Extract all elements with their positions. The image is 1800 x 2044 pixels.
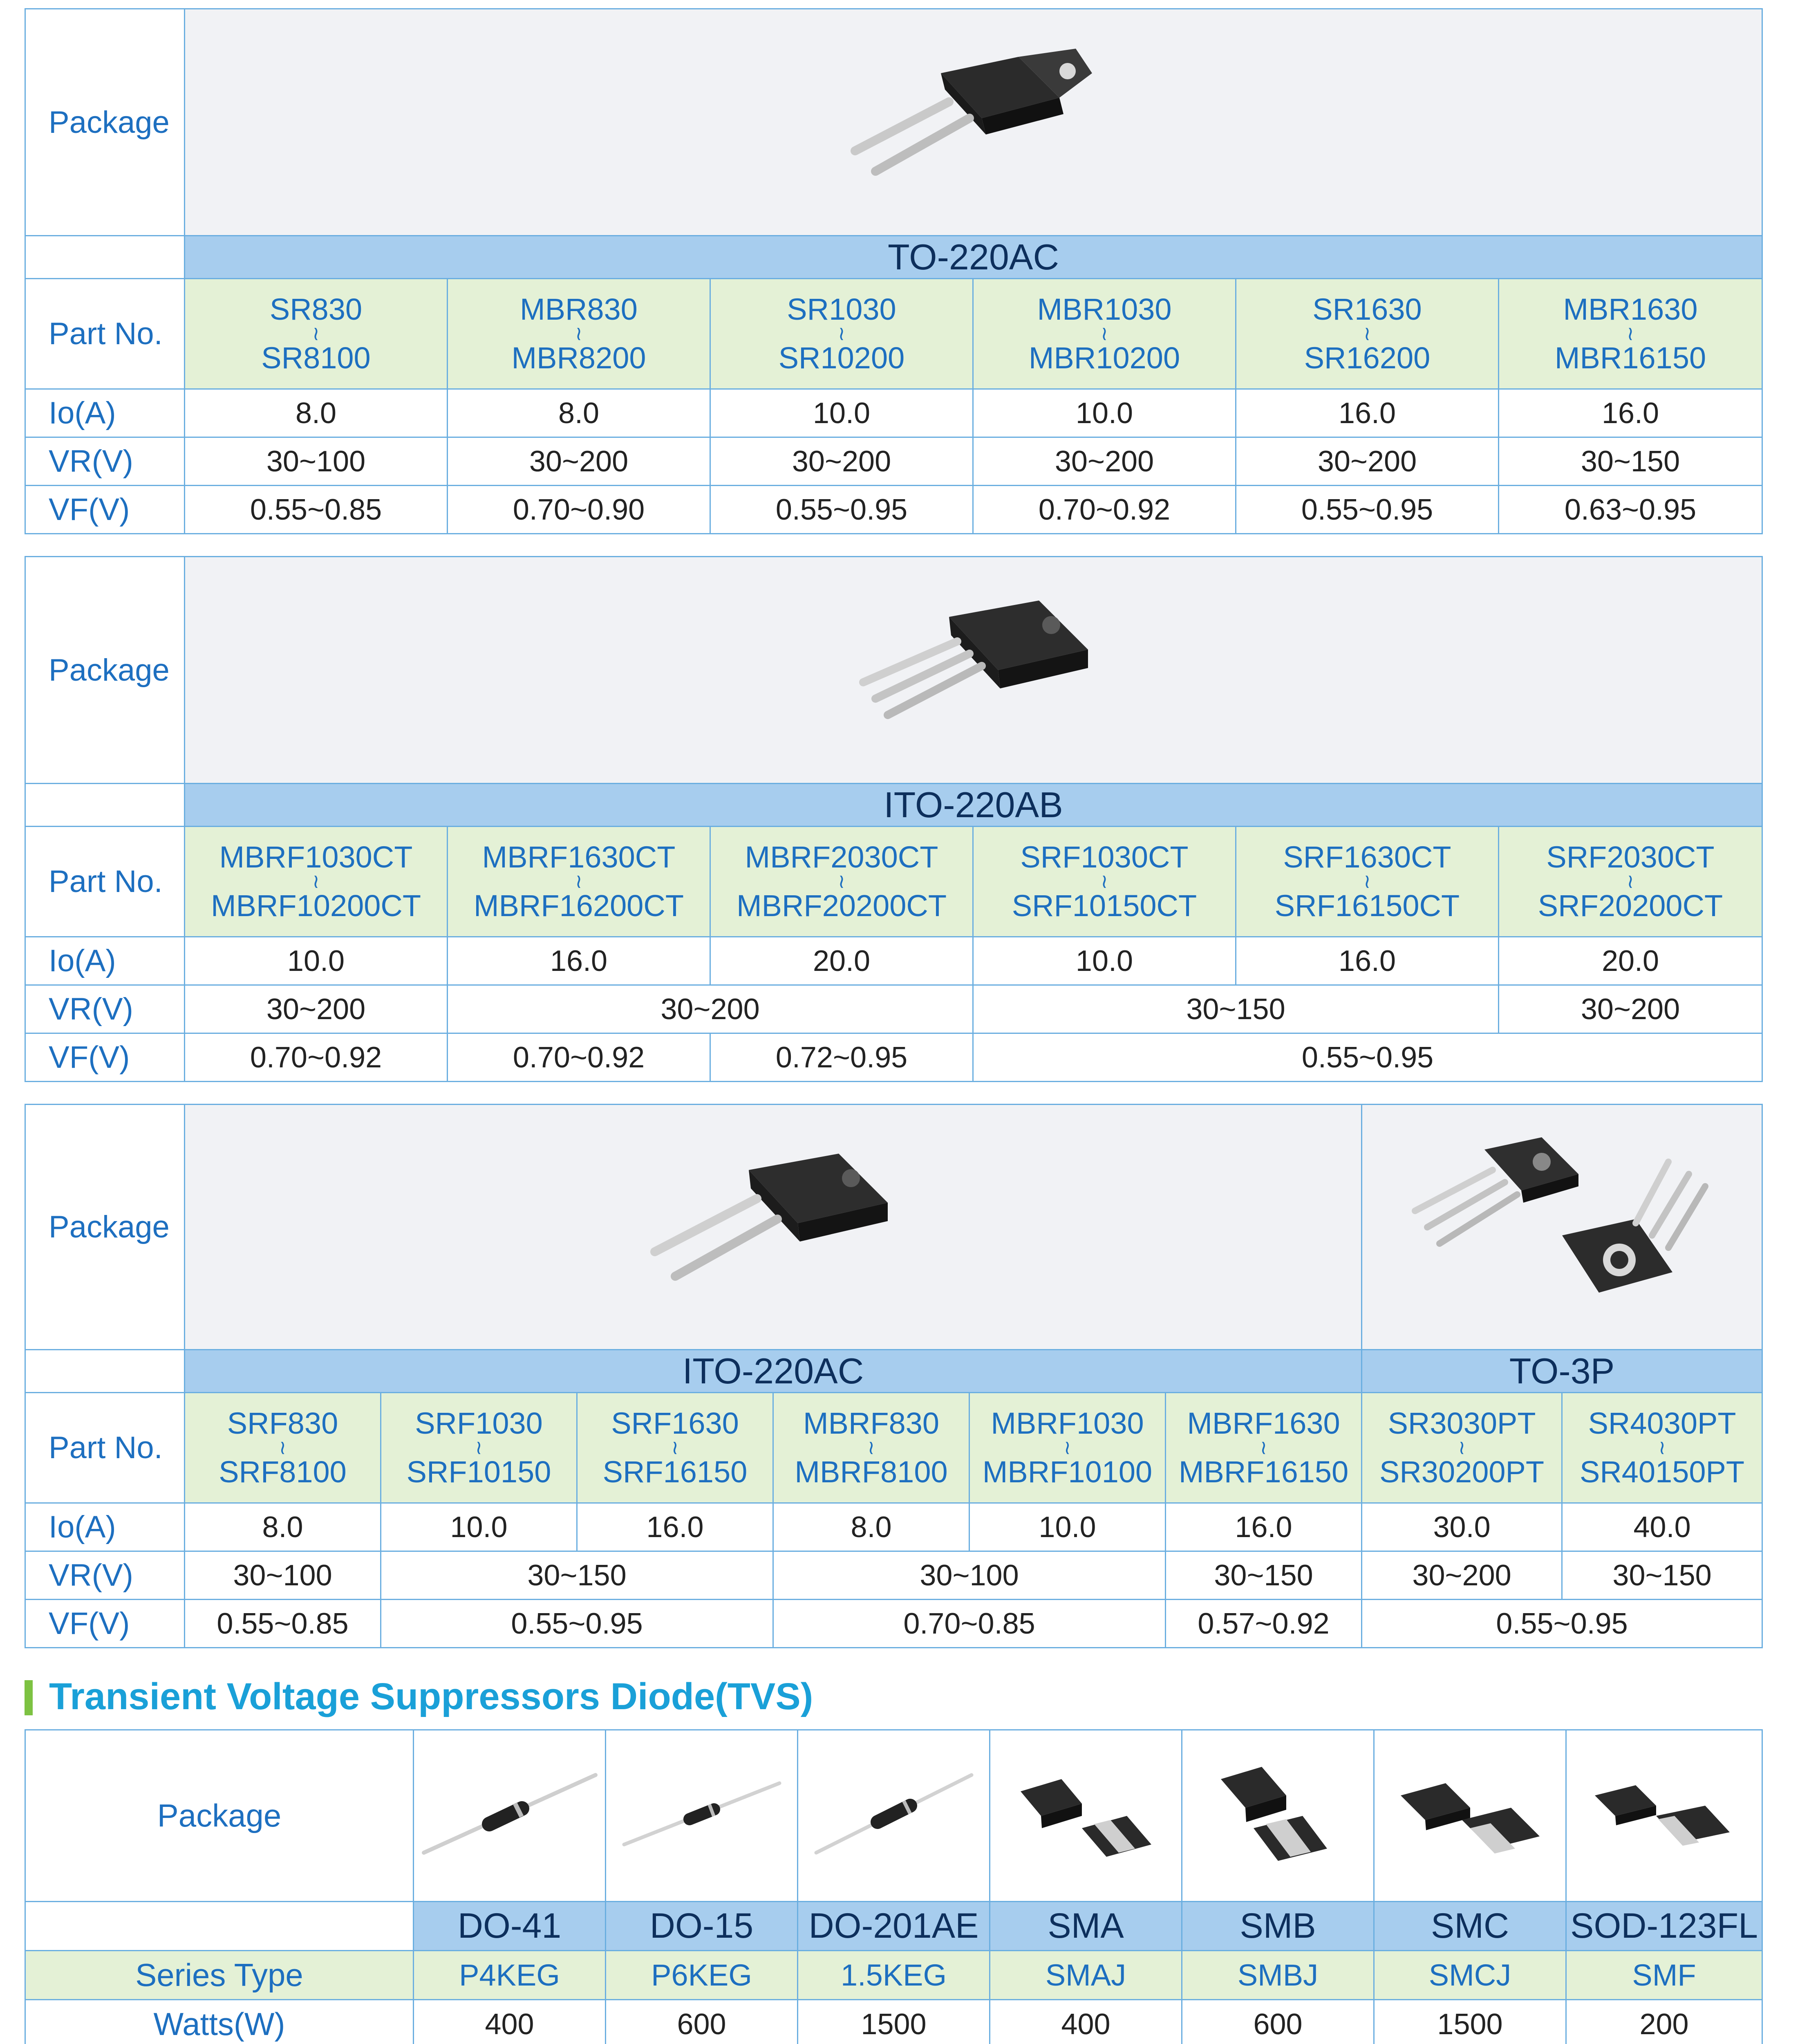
io-value: 10.0 <box>969 1503 1166 1551</box>
range-symbol: ≀ <box>1458 1437 1466 1459</box>
vr-label: VR(V) <box>25 985 185 1033</box>
vf-value: 0.57~0.92 <box>1166 1600 1362 1648</box>
io-value: 10.0 <box>185 937 448 985</box>
io-value: 16.0 <box>1236 937 1499 985</box>
text-line: MBR8200 <box>511 341 646 375</box>
part-cell <box>1499 279 1762 389</box>
vf-value: 0.70~0.92 <box>448 1033 710 1082</box>
io-value: 20.0 <box>1499 937 1762 985</box>
text-line: MBRF16200CT <box>473 889 684 923</box>
smd-diode-image <box>1012 1767 1160 1865</box>
tvs-package-name: SOD-123FL <box>1566 1902 1762 1951</box>
watts-value: 1500 <box>798 2000 990 2044</box>
ito220ab-package-name: ITO-220AB <box>185 784 1762 827</box>
io-value: 40.0 <box>1562 1503 1762 1551</box>
text-line: SRF10150CT <box>1012 889 1197 923</box>
io-value: 10.0 <box>710 389 973 437</box>
table-cell <box>25 784 185 827</box>
part-cell <box>381 1393 577 1503</box>
text-line: SRF8100 <box>219 1455 347 1489</box>
io-value: 20.0 <box>710 937 973 985</box>
series-value: SMAJ <box>990 1951 1182 2000</box>
package-image-cell <box>185 557 1762 784</box>
text-line: SR830 <box>269 292 363 327</box>
vr-value: 30~150 <box>973 985 1499 1033</box>
tvs-image-cell <box>1182 1730 1374 1902</box>
text-line: SR8100 <box>261 341 371 375</box>
ito220ac-to3p-table <box>25 1104 1763 1648</box>
range-symbol: ≀ <box>1627 870 1634 892</box>
vf-value: 0.70~0.92 <box>973 486 1236 534</box>
to3p-package-name: TO-3P <box>1362 1350 1762 1393</box>
ito220ab-section <box>25 556 1763 1082</box>
range-symbol: ≀ <box>1363 870 1371 892</box>
package-image-cell <box>1362 1105 1762 1350</box>
range-symbol: ≀ <box>1101 323 1108 345</box>
tvs-package-name: DO-201AE <box>798 1902 990 1951</box>
tvs-section <box>25 1729 1763 2044</box>
part-cell <box>185 279 448 389</box>
table-cell <box>25 236 185 279</box>
ito220ac-to3p-section <box>25 1104 1763 1648</box>
vr-value: 30~200 <box>185 985 448 1033</box>
text-line: SR40150PT <box>1579 1455 1745 1489</box>
part-cell <box>710 827 973 937</box>
tvs-image-cell <box>990 1730 1182 1902</box>
text-line: MBRF1630CT <box>482 840 676 874</box>
range-symbol: ≀ <box>867 1437 875 1459</box>
part-cell <box>448 279 710 389</box>
vr-value: 30~200 <box>448 437 710 486</box>
watts-value: 1500 <box>1374 2000 1566 2044</box>
vf-value: 0.55~0.85 <box>185 1600 381 1648</box>
io-value: 8.0 <box>773 1503 969 1551</box>
watts-value: 400 <box>414 2000 606 2044</box>
axial-diode-image <box>804 1763 984 1869</box>
part-no-label: Part No. <box>25 1393 185 1503</box>
vr-label: VR(V) <box>25 1551 185 1600</box>
part-cell <box>773 1393 969 1503</box>
tvs-table <box>25 1729 1763 2044</box>
io-value: 8.0 <box>185 1503 381 1551</box>
section-accent-bar <box>25 1680 33 1715</box>
watts-value: 200 <box>1566 2000 1762 2044</box>
text-line: MBRF2030CT <box>745 840 938 874</box>
vf-value: 0.72~0.95 <box>710 1033 973 1082</box>
vr-value: 30~200 <box>1362 1551 1562 1600</box>
tvs-package-name: SMB <box>1182 1902 1374 1951</box>
table-cell <box>25 1350 185 1393</box>
range-symbol: ≀ <box>1101 870 1108 892</box>
io-value: 8.0 <box>448 389 710 437</box>
vf-value: 0.55~0.95 <box>381 1600 773 1648</box>
io-label: Io(A) <box>25 937 185 985</box>
tvs-image-cell <box>1566 1730 1762 1902</box>
text-line: SR3030PT <box>1388 1406 1536 1441</box>
tvs-image-cell <box>414 1730 606 1902</box>
tvs-image-cell <box>1374 1730 1566 1902</box>
tvs-package-name: SMA <box>990 1902 1182 1951</box>
io-value: 10.0 <box>973 389 1236 437</box>
part-cell <box>1166 1393 1362 1503</box>
vf-value: 0.63~0.95 <box>1499 486 1762 534</box>
range-symbol: ≀ <box>475 1437 483 1459</box>
range-symbol: ≀ <box>1063 1437 1071 1459</box>
ito220ab-table <box>25 556 1763 1082</box>
part-cell <box>973 279 1236 389</box>
part-cell <box>448 827 710 937</box>
text-line: SR1630 <box>1312 292 1422 327</box>
text-line: SR16200 <box>1304 341 1431 375</box>
text-line: MBRF20200CT <box>736 889 947 923</box>
range-symbol: ≀ <box>1658 1437 1666 1459</box>
vr-value: 30~100 <box>185 1551 381 1600</box>
smd-diode-image <box>1204 1763 1352 1869</box>
series-value: 1.5KEG <box>798 1951 990 2000</box>
io-value: 16.0 <box>577 1503 773 1551</box>
part-cell <box>577 1393 773 1503</box>
part-no-label: Part No. <box>25 827 185 937</box>
part-cell <box>185 827 448 937</box>
text-line: SR4030PT <box>1588 1406 1736 1441</box>
vr-value: 30~150 <box>1166 1551 1362 1600</box>
tvs-image-cell <box>798 1730 990 1902</box>
text-line: MBRF16150 <box>1178 1455 1349 1489</box>
vf-value: 0.70~0.85 <box>773 1600 1166 1648</box>
ito220ac-package-name: ITO-220AC <box>185 1350 1362 1393</box>
part-cell <box>710 279 973 389</box>
package-label: Package <box>25 1105 185 1350</box>
text-line: SRF830 <box>227 1406 338 1441</box>
part-no-label: Part No. <box>25 279 185 389</box>
watts-value: 600 <box>606 2000 798 2044</box>
text-line: MBRF8100 <box>795 1455 948 1489</box>
text-line: MBR1630 <box>1563 292 1698 327</box>
text-line: SRF1030 <box>415 1406 543 1441</box>
text-line: SR30200PT <box>1379 1455 1545 1489</box>
tvs-package-name: DO-41 <box>414 1902 606 1951</box>
part-cell <box>1362 1393 1562 1503</box>
io-label: Io(A) <box>25 1503 185 1551</box>
tvs-package-name: SMC <box>1374 1902 1566 1951</box>
range-symbol: ≀ <box>1627 323 1634 345</box>
vf-value: 0.70~0.92 <box>185 1033 448 1082</box>
range-symbol: ≀ <box>575 870 582 892</box>
series-type-label: Series Type <box>25 1951 414 2000</box>
axial-diode-image <box>612 1763 792 1869</box>
vr-value: 30~200 <box>448 985 973 1033</box>
vr-value: 30~150 <box>1499 437 1762 486</box>
text-line: MBRF1030CT <box>219 840 413 874</box>
text-line: MBR16150 <box>1554 341 1706 375</box>
text-line: SRF16150CT <box>1274 889 1460 923</box>
text-line: MBRF1030 <box>991 1406 1144 1441</box>
smd-diode-image <box>1393 1767 1548 1865</box>
text-line: MBRF10200CT <box>210 889 421 923</box>
package-label: Package <box>25 557 185 784</box>
vr-value: 30~200 <box>973 437 1236 486</box>
vf-value: 0.55~0.95 <box>1236 486 1499 534</box>
text-line: MBRF830 <box>803 1406 940 1441</box>
series-value: SMCJ <box>1374 1951 1566 2000</box>
ito220ab-package-image <box>847 596 1100 744</box>
vf-label: VF(V) <box>25 1033 185 1082</box>
io-value: 10.0 <box>381 1503 577 1551</box>
vf-label: VF(V) <box>25 486 185 534</box>
io-value: 30.0 <box>1362 1503 1562 1551</box>
vr-value: 30~100 <box>773 1551 1166 1600</box>
text-line: MBR1030 <box>1037 292 1172 327</box>
text-line: MBRF1630 <box>1187 1406 1340 1441</box>
text-line: SR10200 <box>778 341 905 375</box>
vf-value: 0.55~0.85 <box>185 486 448 534</box>
io-value: 16.0 <box>448 937 710 985</box>
vr-value: 30~200 <box>1499 985 1762 1033</box>
vr-value: 30~100 <box>185 437 448 486</box>
package-image-cell <box>185 9 1762 236</box>
range-symbol: ≀ <box>279 1437 287 1459</box>
tvs-package-name: DO-15 <box>606 1902 798 1951</box>
to220ac-section <box>25 8 1763 534</box>
series-value: SMBJ <box>1182 1951 1374 2000</box>
series-value: P4KEG <box>414 1951 606 2000</box>
part-cell <box>969 1393 1166 1503</box>
vf-value: 0.55~0.95 <box>710 486 973 534</box>
text-line: SRF1030CT <box>1020 840 1189 874</box>
text-line: SRF1630 <box>611 1406 739 1441</box>
text-line: SR1030 <box>787 292 896 327</box>
range-symbol: ≀ <box>312 870 320 892</box>
text-line: SRF20200CT <box>1538 889 1723 923</box>
watts-value: 400 <box>990 2000 1182 2044</box>
io-label: Io(A) <box>25 389 185 437</box>
text-line: SRF1630CT <box>1283 840 1451 874</box>
to220ac-package-image <box>847 49 1100 196</box>
range-symbol: ≀ <box>1363 323 1371 345</box>
package-label: Package <box>25 9 185 236</box>
to3p-package-image <box>1407 1137 1717 1317</box>
io-value: 16.0 <box>1166 1503 1362 1551</box>
vf-label: VF(V) <box>25 1600 185 1648</box>
range-symbol: ≀ <box>575 323 582 345</box>
io-value: 16.0 <box>1499 389 1762 437</box>
text-line: SRF2030CT <box>1546 840 1715 874</box>
text-line: MBR10200 <box>1028 341 1180 375</box>
smd-diode-image <box>1587 1767 1742 1865</box>
tvs-package-label: Package <box>25 1730 414 1902</box>
part-cell <box>1562 1393 1762 1503</box>
part-cell <box>185 1393 381 1503</box>
watts-value: 600 <box>1182 2000 1374 2044</box>
axial-diode-image <box>420 1763 600 1869</box>
to220ac-package-name: TO-220AC <box>185 236 1762 279</box>
part-cell <box>1236 279 1499 389</box>
table-cell <box>25 1902 414 1951</box>
part-cell <box>1236 827 1499 937</box>
range-symbol: ≀ <box>671 1437 679 1459</box>
text-line: MBR830 <box>520 292 638 327</box>
range-symbol: ≀ <box>838 870 845 892</box>
to220ac-table <box>25 8 1763 534</box>
part-cell <box>973 827 1236 937</box>
vr-value: 30~150 <box>381 1551 773 1600</box>
ito220ac-package-image <box>643 1154 904 1301</box>
vf-value: 0.55~0.95 <box>973 1033 1762 1082</box>
vr-value: 30~200 <box>1236 437 1499 486</box>
vr-label: VR(V) <box>25 437 185 486</box>
text-line: MBRF10100 <box>982 1455 1153 1489</box>
io-value: 8.0 <box>185 389 448 437</box>
vf-value: 0.55~0.95 <box>1362 1600 1762 1648</box>
range-symbol: ≀ <box>1260 1437 1267 1459</box>
watts-label: Watts(W) <box>25 2000 414 2044</box>
io-value: 16.0 <box>1236 389 1499 437</box>
tvs-section-title: Transient Voltage Suppressors Diode(TVS) <box>49 1676 813 1717</box>
series-value: SMF <box>1566 1951 1762 2000</box>
vr-value: 30~200 <box>710 437 973 486</box>
package-image-cell <box>185 1105 1362 1350</box>
text-line: SRF10150 <box>406 1455 551 1489</box>
range-symbol: ≀ <box>838 323 845 345</box>
vf-value: 0.70~0.90 <box>448 486 710 534</box>
range-symbol: ≀ <box>312 323 320 345</box>
io-value: 10.0 <box>973 937 1236 985</box>
series-value: P6KEG <box>606 1951 798 2000</box>
text-line: SRF16150 <box>602 1455 748 1489</box>
vr-value: 30~150 <box>1562 1551 1762 1600</box>
part-cell <box>1499 827 1762 937</box>
tvs-image-cell <box>606 1730 798 1902</box>
